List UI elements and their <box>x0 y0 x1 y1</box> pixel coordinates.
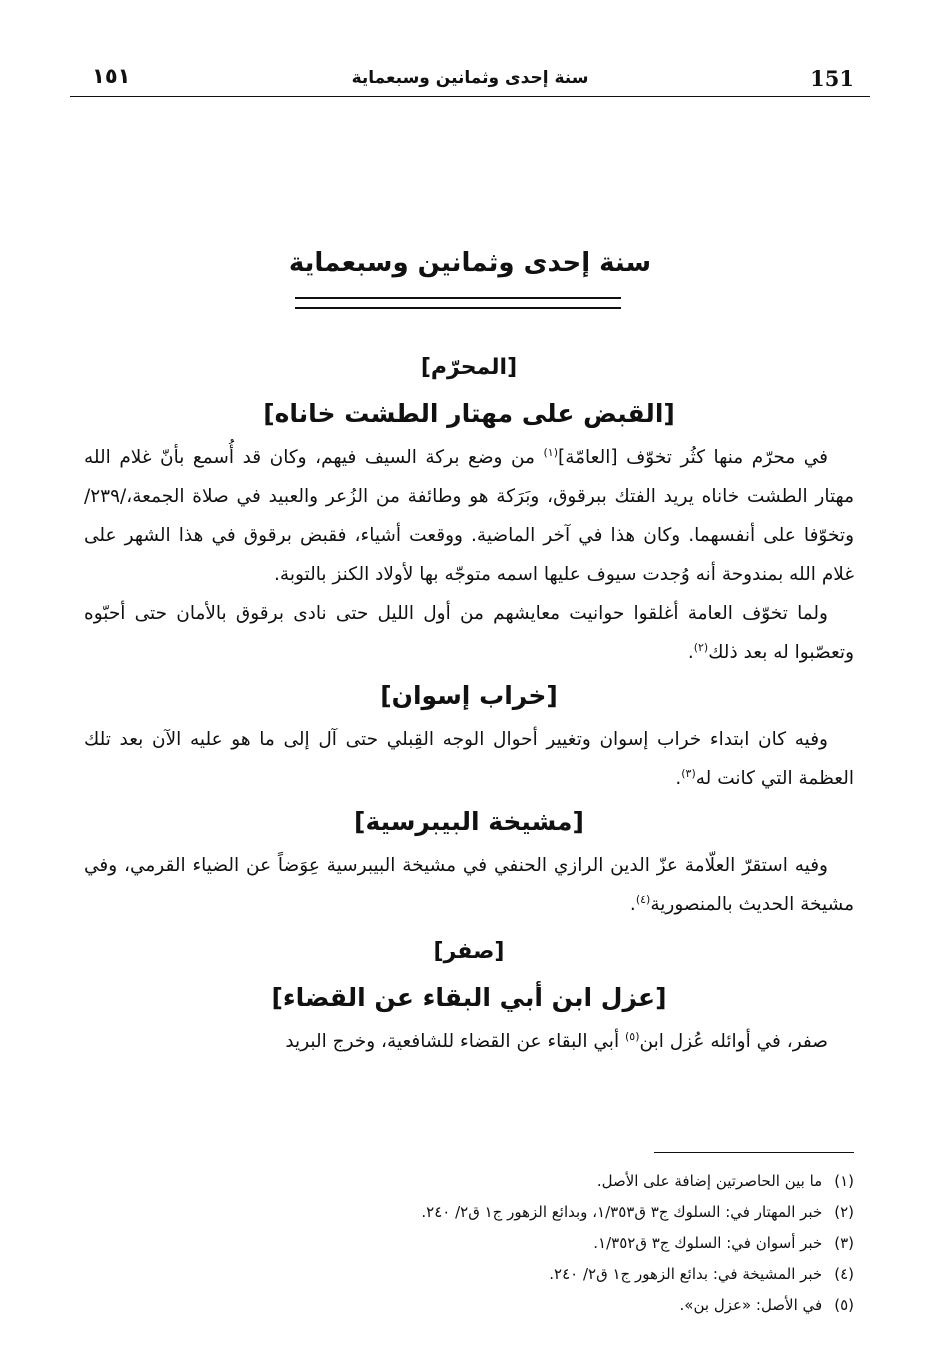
footnote-5 <box>84 1290 854 1321</box>
section-heading-aswan: [خراب إسوان] <box>380 681 558 710</box>
month-heading-safar: [صفر] <box>433 939 505 964</box>
footnote-text: خبر المهتار في: السلوك ج٣ ق١/٣٥٣، وبدائع الزهور ج١ ق٢/ ٢٤٠. <box>421 1203 823 1221</box>
footnote-number: (٥) <box>834 1296 854 1314</box>
footnotes <box>84 1166 854 1321</box>
footnote-ref-4: (٤) <box>635 892 651 906</box>
paragraph-dismissal <box>84 1022 854 1061</box>
paragraph-text: من وضع بركة السيف فيهم، وكان قد أُسمع بأنّ غلام الله مهتار الطشت خاناه يريد الفتك ببرقوق، وبَرَكة هو وطائفة من الزُعر والعبيد في صلاة الجمعة،/٢٣٩/وتخوّفا على أنفسهما. وكان هذا في آخر الماضية. ووقعت أشياء، فقبض برقوق في هذا الشهر على غلام الله بمندوحة أنه وُجدت سيوف عليها اسمه متوجّه بها لأولاد الكنز بالتوبة. <box>84 447 854 585</box>
paragraph-text: وفيه استقرّ العلّامة عزّ الدين الرازي الحنفي في مشيخة البيبرسية عِوَضاً عن الضياء القرمي، وفي مشيخة الحديث بالمنصورية <box>84 855 854 915</box>
section-heading-arrest: [القبض على مهتار الطشت خاناه] <box>263 399 675 428</box>
footnote-ref-5: (٥) <box>624 1029 640 1043</box>
footnote-number: (٣) <box>834 1234 854 1252</box>
footnote-ref-2: (٢) <box>693 640 709 654</box>
paragraph-arrest-2 <box>84 594 854 672</box>
footnote-3 <box>84 1228 854 1259</box>
month-heading-muharram: [المحرّم] <box>420 355 518 380</box>
paragraph-text: وفيه كان ابتداء خراب إسوان وتغيير أحوال الوجه القِبلي حتى آل إلى ما هو عليه الآن بعد تلك العظمة التي كانت له <box>84 729 854 789</box>
footnote-text: خبر أسوان في: السلوك ج٣ ق١/٣٥٢. <box>593 1234 823 1252</box>
period: . <box>675 768 682 789</box>
title-double-rule <box>295 297 621 309</box>
page-number-latin: 151 <box>810 66 854 91</box>
footnote-text: خبر المشيخة في: بدائع الزهور ج١ ق٢/ ٢٤٠. <box>549 1265 823 1283</box>
page-number-arabic: ١٥١ <box>92 64 131 88</box>
running-title: سنة إحدى وثمانين وسبعماية <box>351 68 589 88</box>
paragraph-aswan <box>84 720 854 798</box>
main-text <box>84 340 854 1061</box>
section-heading-baybarsiyya: [مشيخة البيبرسية] <box>354 807 584 836</box>
period: . <box>629 894 636 915</box>
footnote-number: (٤) <box>834 1265 854 1283</box>
footnote-4 <box>84 1259 854 1290</box>
section-heading-dismissal: [عزل ابن أبي البقاء عن القضاء] <box>271 983 667 1012</box>
chapter-title: سنة إحدى وثمانين وسبعماية <box>288 248 652 278</box>
paragraph-text: في محرّم منها كثُر تخوّف [العامّة] <box>558 447 829 468</box>
running-header <box>70 60 870 100</box>
footnote-separator <box>654 1152 854 1153</box>
paragraph-arrest-1 <box>84 438 854 594</box>
paragraph-baybarsiyya <box>84 846 854 924</box>
footnote-number: (٢) <box>834 1203 854 1221</box>
header-rule <box>70 96 870 97</box>
footnote-ref-1: (١) <box>543 445 558 459</box>
period: . <box>687 642 694 663</box>
footnote-text: في الأصل: «عزل بن». <box>679 1296 823 1314</box>
footnote-number: (١) <box>834 1172 854 1190</box>
footnote-1 <box>84 1166 854 1197</box>
paragraph-text: صفر، في أوائله عُزل ابن <box>639 1031 828 1052</box>
footnote-ref-3: (٣) <box>681 766 696 780</box>
footnote-2 <box>84 1197 854 1228</box>
paragraph-text: أبي البقاء عن القضاء للشافعية، وخرج البريد <box>285 1031 625 1052</box>
paragraph-text: ولما تخوّف العامة أغلقوا حوانيت معايشهم من أول الليل حتى نادى برقوق بالأمان حتى أحبّوه وتعصّبوا له بعد ذلك <box>84 603 854 663</box>
footnote-text: ما بين الحاصرتين إضافة على الأصل. <box>596 1172 823 1190</box>
